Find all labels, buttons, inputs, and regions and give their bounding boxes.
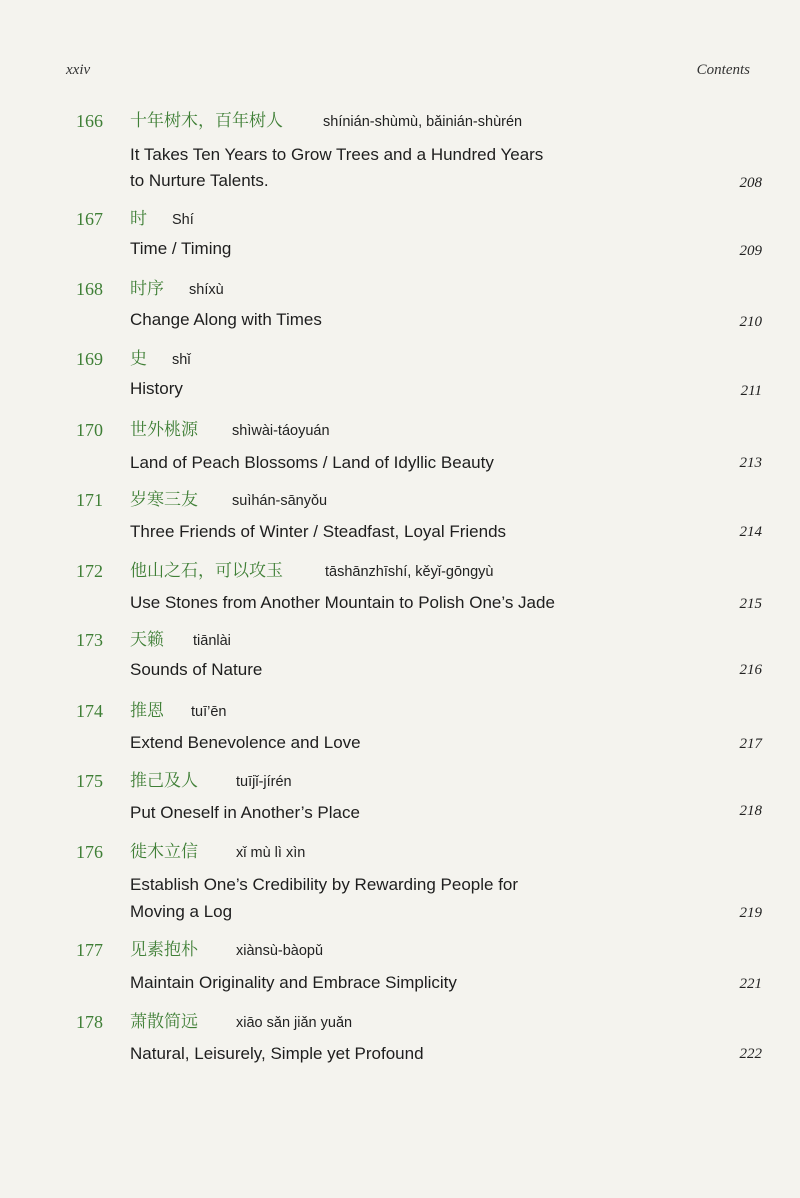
toc-entry[interactable] <box>0 1009 800 1063</box>
entry-english-cont: to Nurture Talents. <box>130 171 269 190</box>
entry-chinese: 推己及人 <box>130 771 198 791</box>
entry-number: 172 <box>76 561 103 581</box>
entry-number: 168 <box>76 279 103 299</box>
toc-entry[interactable] <box>0 558 800 612</box>
entry-pinyin: shìwài-táoyuán <box>232 423 330 439</box>
entry-chinese: 时序 <box>130 279 164 299</box>
entry-page: 216 <box>739 662 762 678</box>
section-title: Contents <box>696 62 750 78</box>
toc-entry[interactable] <box>0 206 800 259</box>
entry-pinyin: tuī’ēn <box>191 704 227 720</box>
entry-english: Natural, Leisurely, Simple yet Profound <box>130 1044 424 1063</box>
entry-page: 222 <box>739 1046 762 1062</box>
entry-page: 211 <box>740 383 762 399</box>
entry-page: 221 <box>739 976 762 992</box>
entry-english-cont: Moving a Log <box>130 902 233 921</box>
entry-chinese: 史 <box>130 349 147 369</box>
entry-page: 208 <box>739 175 762 191</box>
entry-pinyin: xiāo sǎn jiǎn yuǎn <box>236 1015 353 1031</box>
entry-page: 210 <box>739 314 762 330</box>
entry-english: Land of Peach Blossoms / Land of Idyllic Beauty <box>130 453 494 472</box>
entry-chinese: 他山之石，可以攻玉 <box>130 561 283 581</box>
entry-chinese: 徙木立信 <box>130 842 198 862</box>
entry-page: 215 <box>739 596 762 612</box>
toc-entry[interactable] <box>0 839 800 921</box>
entry-pinyin: tāshānzhīshí, kěyǐ-gōngyù <box>325 564 494 580</box>
entry-page: 209 <box>739 243 762 259</box>
entry-number: 167 <box>76 209 103 229</box>
entry-english: Time / Timing <box>130 239 232 258</box>
entry-chinese: 岁寒三友 <box>130 490 198 510</box>
entry-pinyin: shíxù <box>189 282 224 298</box>
toc-entry[interactable] <box>0 768 800 822</box>
entry-chinese: 天籁 <box>130 630 164 650</box>
entry-number: 174 <box>76 701 103 721</box>
toc-entry[interactable] <box>0 108 800 191</box>
entry-chinese: 推恩 <box>130 701 164 721</box>
entry-pinyin: suìhán-sānyǒu <box>232 493 328 509</box>
entry-english: Establish One’s Credibility by Rewarding People for <box>130 875 519 894</box>
entry-number: 176 <box>76 842 103 862</box>
entry-chinese: 见素抱朴 <box>130 940 198 960</box>
entry-pinyin: shínián-shùmù, bǎinián-shùrén <box>323 114 523 130</box>
entry-pinyin: xiànsù-bàopǔ <box>236 943 324 959</box>
entry-chinese: 萧散简远 <box>130 1012 198 1032</box>
entry-chinese: 时 <box>130 209 147 229</box>
entry-english: Extend Benevolence and Love <box>130 733 361 752</box>
entry-number: 171 <box>76 490 103 510</box>
entry-pinyin: shǐ <box>172 352 191 368</box>
toc-entry[interactable] <box>0 276 800 330</box>
toc-entry[interactable] <box>0 698 800 752</box>
entry-page: 219 <box>739 905 762 921</box>
entry-english: It Takes Ten Years to Grow Trees and a Hundred Years <box>130 145 544 164</box>
entry-number: 169 <box>76 349 103 369</box>
entry-number: 170 <box>76 420 103 440</box>
entry-page: 214 <box>739 524 762 540</box>
entry-english: Three Friends of Winter / Steadfast, Loyal Friends <box>130 522 507 541</box>
entry-number: 166 <box>76 111 103 131</box>
entry-number: 173 <box>76 630 103 650</box>
entry-page: 217 <box>739 736 762 752</box>
entry-chinese: 世外桃源 <box>130 420 198 440</box>
page-number-label: xxiv <box>66 62 91 78</box>
entry-number: 177 <box>76 940 103 960</box>
entry-english: Sounds of Nature <box>130 660 263 679</box>
entry-pinyin: tuījǐ-jírén <box>236 774 292 790</box>
entry-english: History <box>130 379 183 398</box>
entry-english: Maintain Originality and Embrace Simplicity <box>130 973 457 992</box>
entry-page: 218 <box>739 803 762 819</box>
entry-english: Change Along with Times <box>130 310 322 329</box>
entry-pinyin: xǐ mù lì xìn <box>236 845 306 861</box>
entry-page: 213 <box>739 455 762 471</box>
entry-pinyin: Shí <box>172 212 194 228</box>
entry-pinyin: tiānlài <box>193 633 231 649</box>
toc-entry[interactable] <box>0 346 800 399</box>
entry-chinese: 十年树木，百年树人 <box>130 111 283 131</box>
toc-entry[interactable] <box>0 487 800 541</box>
toc-entry[interactable] <box>0 937 800 992</box>
entry-english: Use Stones from Another Mountain to Polish One’s Jade <box>130 593 555 612</box>
toc-entry[interactable] <box>0 417 800 472</box>
entry-number: 175 <box>76 771 103 791</box>
toc-entry[interactable] <box>0 627 800 679</box>
entry-number: 178 <box>76 1012 103 1032</box>
entry-english: Put Oneself in Another’s Place <box>130 803 360 822</box>
